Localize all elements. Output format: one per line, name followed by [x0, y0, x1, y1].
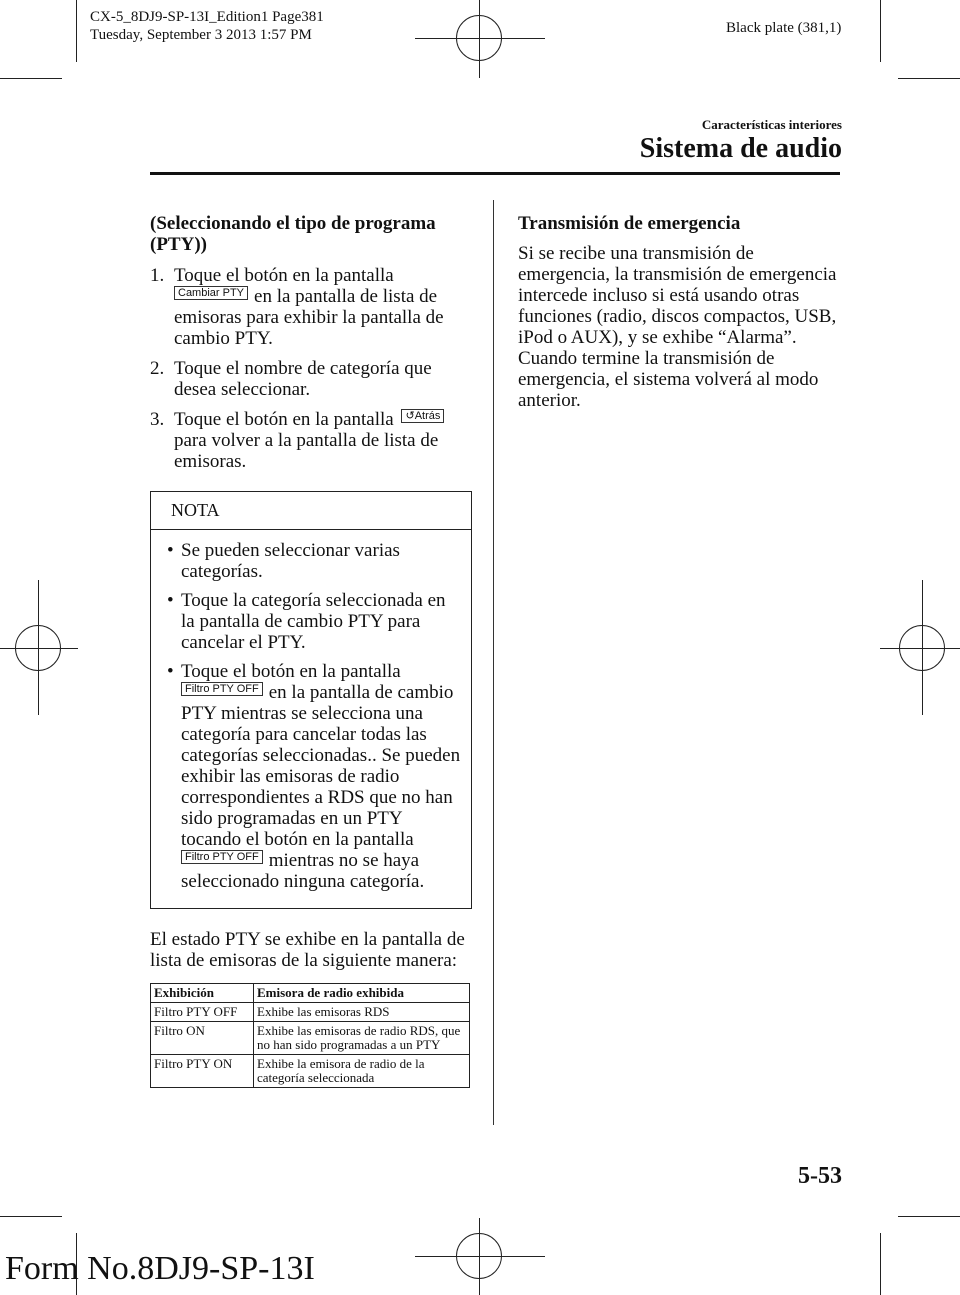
table-cell: Filtro ON — [151, 1022, 254, 1055]
filtro-pty-off-button-image: Filtro PTY OFF — [181, 850, 263, 864]
table-cell: Exhibe las emisoras RDS — [254, 1003, 470, 1022]
filtro-pty-off-button-image: Filtro PTY OFF — [181, 682, 263, 696]
section-name: Características interiores — [701, 117, 842, 132]
step-text: Toque el botón en la pantalla — [174, 409, 394, 430]
step-number: 1. — [150, 265, 165, 286]
table-header: Emisora de radio exhibida — [254, 984, 470, 1003]
note-item — [151, 661, 463, 892]
page-title: Sistema de audio — [639, 133, 842, 164]
form-number: Form No.8DJ9-SP-13I — [5, 1250, 315, 1287]
table-header-row — [151, 984, 470, 1003]
note-title: NOTA — [151, 492, 471, 530]
step-number: 2. — [150, 358, 165, 379]
step-text: Toque el botón en la pantalla — [174, 265, 394, 286]
bullet-icon: • — [167, 590, 174, 611]
cambiar-pty-button-image: Cambiar PTY — [174, 286, 248, 300]
note-item — [151, 540, 463, 582]
table-cell: Exhibe las emisoras de radio RDS, que no han sido programadas a un PTY — [254, 1022, 470, 1055]
note-text: Toque la categoría seleccionada en la pantalla de cambio PTY para cancelar el PTY. — [181, 590, 446, 653]
back-arrow-icon: ↺ — [405, 410, 415, 422]
pty-status-table — [150, 983, 470, 1088]
right-column — [518, 213, 840, 411]
table-header: Exhibición — [151, 984, 254, 1003]
table-row — [151, 1022, 470, 1055]
atras-label: Atrás — [414, 410, 441, 422]
step-1 — [150, 265, 472, 349]
table-row — [151, 1055, 470, 1088]
note-text: Se pueden seleccionar varias categorías. — [181, 540, 400, 582]
bullet-icon: • — [167, 540, 174, 561]
print-info-line2: Tuesday, September 3 2013 1:57 PM — [90, 27, 312, 43]
step-text: Toque el nombre de categoría que desea seleccionar. — [174, 358, 432, 400]
step-number: 3. — [150, 409, 165, 430]
emergency-paragraph: Si se recibe una transmisión de emergencia, la transmisión de emergencia intercede incluso si está usando otras funciones (radio, discos compactos, USB, iPod o AUX), y se exhibe “Alarma”. Cuando termine la transmisión de emergencia, el sistema volverá al modo anterior. — [518, 243, 837, 411]
print-info-line1: CX-5_8DJ9-SP-13I_Edition1 Page381 — [90, 9, 324, 25]
note-text: Toque el botón en la pantalla — [181, 661, 401, 682]
table-cell: Filtro PTY ON — [151, 1055, 254, 1088]
note-box — [150, 491, 472, 909]
bullet-icon: • — [167, 661, 174, 682]
black-plate-label: Black plate (381,1) — [726, 20, 842, 36]
step-2 — [150, 358, 472, 400]
note-text: en la pantalla de cambio PTY mientras se selecciona una categoría para cancelar todas las categorías seleccionadas.. Se pueden exhibir las emisoras de radio correspondientes a RDS que no han sido programadas en un PTY tocando el botón en la pantalla — [181, 682, 461, 850]
left-column — [150, 213, 472, 1088]
step-text: para volver a la pantalla de lista de emisoras. — [174, 430, 439, 472]
note-list — [151, 530, 471, 908]
page-number: 5-53 — [798, 1163, 842, 1189]
header-rule — [150, 172, 840, 175]
column-divider — [493, 200, 494, 1125]
table-cell: Filtro PTY OFF — [151, 1003, 254, 1022]
emergency-heading: Transmisión de emergencia — [518, 213, 741, 234]
table-row — [151, 1003, 470, 1022]
print-info — [90, 8, 324, 44]
note-item — [151, 590, 463, 653]
step-text: en la pantalla de lista de emisoras para exhibir la pantalla de cambio PTY. — [174, 286, 444, 349]
atras-button-image — [401, 409, 444, 423]
pty-status-intro: El estado PTY se exhibe en la pantalla de lista de emisoras de la siguiente manera: — [150, 929, 465, 971]
step-3 — [150, 409, 472, 472]
table-cell: Exhibe la emisora de radio de la categoría seleccionada — [254, 1055, 470, 1088]
pty-heading: (Seleccionando el tipo de programa (PTY)) — [150, 213, 436, 255]
steps-list — [150, 265, 472, 472]
note-text: mientras no se haya seleccionado ninguna categoría. — [181, 850, 425, 892]
